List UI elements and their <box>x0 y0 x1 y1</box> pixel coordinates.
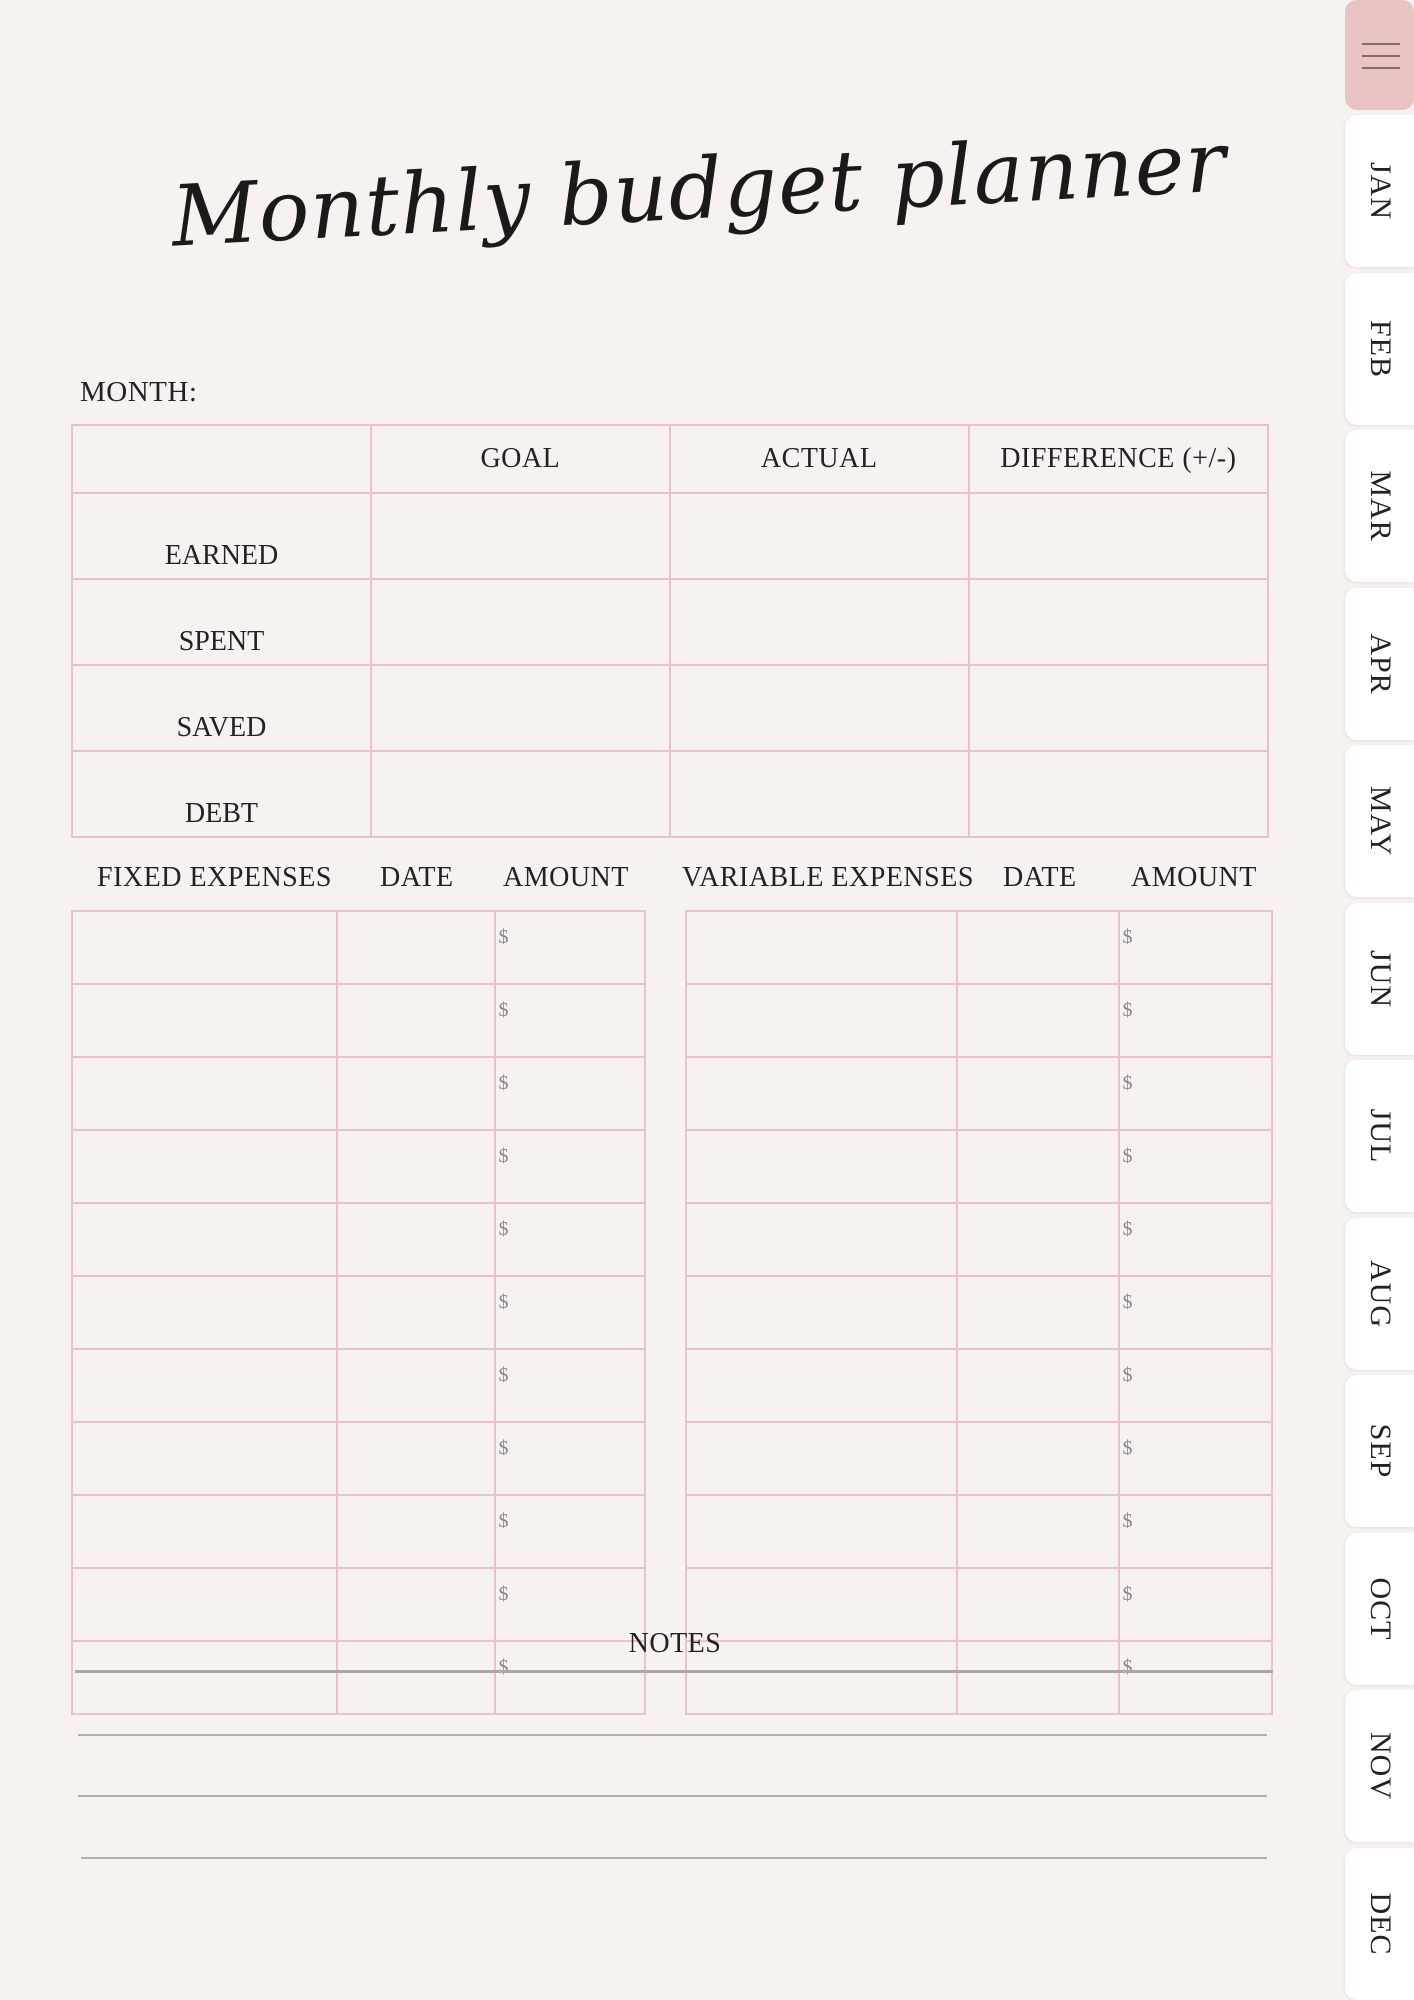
summary-cell[interactable] <box>371 665 670 751</box>
fixed-expense-amount-cell[interactable] <box>495 984 645 1057</box>
currency-symbol: $ <box>498 1364 509 1386</box>
fixed-expenses-table <box>71 910 646 1715</box>
currency-symbol: $ <box>1122 1656 1133 1678</box>
currency-symbol: $ <box>1122 1583 1133 1605</box>
variable-expense-date-cell[interactable] <box>957 984 1119 1057</box>
notes-header-line <box>75 1670 1273 1673</box>
hamburger-menu-icon <box>1362 55 1400 57</box>
variable-expense-amount-cell[interactable] <box>1119 1130 1272 1203</box>
currency-symbol: $ <box>498 1510 509 1532</box>
variable-expense-amount-cell[interactable] <box>1119 984 1272 1057</box>
menu-tab[interactable] <box>1345 0 1414 110</box>
fixed-expense-row <box>72 1057 645 1130</box>
fixed-expense-description-cell[interactable] <box>72 1203 337 1276</box>
fixed-expense-row <box>72 1495 645 1568</box>
summary-row-debt <box>72 751 1268 837</box>
currency-symbol: $ <box>498 1218 509 1240</box>
variable-expense-row <box>686 1495 1272 1568</box>
summary-cell[interactable] <box>969 665 1268 751</box>
variable-expense-amount-cell[interactable] <box>1119 1422 1272 1495</box>
month-tab-jan[interactable] <box>1345 115 1414 267</box>
month-tab-may[interactable] <box>1345 745 1414 897</box>
variable-expense-amount-cell[interactable] <box>1119 1057 1272 1130</box>
variable-expense-description-cell[interactable] <box>686 1203 957 1276</box>
fixed-expense-row <box>72 1349 645 1422</box>
variable-expense-row <box>686 1422 1272 1495</box>
month-tab-aug[interactable] <box>1345 1218 1414 1370</box>
summary-row-saved <box>72 665 1268 751</box>
hamburger-menu-icon <box>1362 67 1400 69</box>
variable-date-header: DATE <box>1003 862 1077 893</box>
variable-expense-description-cell[interactable] <box>686 1276 957 1349</box>
variable-expense-description-cell[interactable] <box>686 1130 957 1203</box>
variable-expense-date-cell[interactable] <box>957 911 1119 984</box>
notes-line[interactable] <box>78 1734 1267 1736</box>
variable-expense-row <box>686 1057 1272 1130</box>
summary-cell[interactable] <box>371 751 670 837</box>
summary-row-label: SAVED <box>72 665 371 751</box>
variable-expense-row <box>686 984 1272 1057</box>
page-title: Monthly budget planner <box>169 112 1229 266</box>
summary-row-spent <box>72 579 1268 665</box>
month-tab-label: SEP <box>1363 1423 1397 1479</box>
variable-expense-row <box>686 1130 1272 1203</box>
fixed-date-header: DATE <box>380 862 454 893</box>
fixed-expense-description-cell[interactable] <box>72 1057 337 1130</box>
summary-row-earned <box>72 493 1268 579</box>
variable-expense-date-cell[interactable] <box>957 1422 1119 1495</box>
fixed-expense-amount-cell[interactable] <box>495 1130 645 1203</box>
hamburger-menu-icon <box>1362 43 1400 45</box>
fixed-expense-row <box>72 1422 645 1495</box>
fixed-expense-row <box>72 1203 645 1276</box>
fixed-expense-amount-cell[interactable] <box>495 1422 645 1495</box>
summary-row-label: EARNED <box>72 493 371 579</box>
summary-cell[interactable] <box>670 493 969 579</box>
month-tab-sep[interactable] <box>1345 1375 1414 1527</box>
variable-expense-date-cell[interactable] <box>957 1057 1119 1130</box>
summary-cell[interactable] <box>969 751 1268 837</box>
month-tab-label: FEB <box>1363 319 1397 378</box>
fixed-expense-description-cell[interactable] <box>72 1276 337 1349</box>
month-tab-label: AUG <box>1363 1259 1397 1328</box>
variable-expense-row <box>686 911 1272 984</box>
month-tab-label: JUL <box>1363 1108 1397 1164</box>
currency-symbol: $ <box>498 1583 509 1605</box>
variable-expense-amount-cell[interactable] <box>1119 1495 1272 1568</box>
variable-expense-date-cell[interactable] <box>957 1130 1119 1203</box>
notes-label: NOTES <box>628 1628 722 1659</box>
month-tab-jul[interactable] <box>1345 1060 1414 1212</box>
fixed-expense-date-cell[interactable] <box>337 1130 495 1203</box>
currency-symbol: $ <box>1122 926 1133 948</box>
variable-expense-date-cell[interactable] <box>957 1276 1119 1349</box>
summary-cell[interactable] <box>670 579 969 665</box>
fixed-expense-row <box>72 1130 645 1203</box>
month-tab-label: MAY <box>1363 785 1397 857</box>
month-tab-label: OCT <box>1363 1577 1397 1640</box>
fixed-expense-date-cell[interactable] <box>337 911 495 984</box>
month-tab-oct[interactable] <box>1345 1533 1414 1685</box>
variable-expense-row <box>686 1349 1272 1422</box>
currency-symbol: $ <box>1122 1291 1133 1313</box>
variable-expense-amount-cell[interactable] <box>1119 1349 1272 1422</box>
month-tab-label: JUN <box>1363 949 1397 1008</box>
fixed-expense-row <box>72 984 645 1057</box>
currency-symbol: $ <box>498 1145 509 1167</box>
fixed-amount-header: AMOUNT <box>503 862 629 893</box>
month-tab-nov[interactable] <box>1345 1690 1414 1842</box>
currency-symbol: $ <box>1122 1510 1133 1532</box>
fixed-expense-description-cell[interactable] <box>72 1130 337 1203</box>
summary-header-goal: GOAL <box>371 425 670 493</box>
currency-symbol: $ <box>1122 1145 1133 1167</box>
currency-symbol: $ <box>498 1072 509 1094</box>
month-tab-label: MAR <box>1363 470 1397 542</box>
summary-cell[interactable] <box>969 493 1268 579</box>
summary-cell[interactable] <box>670 751 969 837</box>
fixed-expense-date-cell[interactable] <box>337 1422 495 1495</box>
fixed-expense-amount-cell[interactable] <box>495 1495 645 1568</box>
fixed-expense-row <box>72 1276 645 1349</box>
currency-symbol: $ <box>1122 1218 1133 1240</box>
variable-expense-date-cell[interactable] <box>957 1203 1119 1276</box>
variable-expense-date-cell[interactable] <box>957 1495 1119 1568</box>
month-label: MONTH: <box>80 376 198 408</box>
month-tab-apr[interactable] <box>1345 588 1414 740</box>
fixed-expense-amount-cell[interactable] <box>495 1057 645 1130</box>
variable-expense-description-cell[interactable] <box>686 1057 957 1130</box>
summary-header-difference: DIFFERENCE (+/-) <box>969 425 1268 493</box>
notes-line[interactable] <box>81 1857 1267 1859</box>
variable-expense-amount-cell[interactable] <box>1119 1203 1272 1276</box>
currency-symbol: $ <box>1122 1364 1133 1386</box>
month-tab-feb[interactable] <box>1345 273 1414 425</box>
summary-table <box>71 424 1269 838</box>
variable-expense-row <box>686 1276 1272 1349</box>
notes-line[interactable] <box>78 1795 1267 1797</box>
variable-expense-amount-cell[interactable] <box>1119 911 1272 984</box>
currency-symbol: $ <box>498 926 509 948</box>
variable-expense-description-cell[interactable] <box>686 984 957 1057</box>
fixed-expense-date-cell[interactable] <box>337 1203 495 1276</box>
currency-symbol: $ <box>498 1656 509 1678</box>
currency-symbol: $ <box>498 1291 509 1313</box>
fixed-expense-amount-cell[interactable] <box>495 1203 645 1276</box>
currency-symbol: $ <box>498 999 509 1021</box>
variable-expense-row <box>686 1203 1272 1276</box>
fixed-expense-date-cell[interactable] <box>337 1349 495 1422</box>
fixed-expense-amount-cell[interactable] <box>495 1276 645 1349</box>
month-tab-label: JAN <box>1363 161 1397 221</box>
summary-row-label: SPENT <box>72 579 371 665</box>
variable-expense-description-cell[interactable] <box>686 1422 957 1495</box>
fixed-expenses-title: FIXED EXPENSES <box>97 862 332 893</box>
month-tab-label: NOV <box>1363 1732 1397 1800</box>
month-tab-dec[interactable] <box>1345 1848 1414 2000</box>
summary-corner-cell <box>72 425 371 493</box>
variable-expense-description-cell[interactable] <box>686 1495 957 1568</box>
variable-expenses-title: VARIABLE EXPENSES <box>682 862 974 893</box>
variable-expense-description-cell[interactable] <box>686 911 957 984</box>
fixed-expense-description-cell[interactable] <box>72 1349 337 1422</box>
fixed-expense-amount-cell[interactable] <box>495 1349 645 1422</box>
variable-expense-date-cell[interactable] <box>957 1349 1119 1422</box>
month-tabs-sidebar <box>1343 0 1414 2000</box>
summary-cell[interactable] <box>371 579 670 665</box>
summary-cell[interactable] <box>969 579 1268 665</box>
fixed-expense-description-cell[interactable] <box>72 1495 337 1568</box>
month-tab-label: APR <box>1363 632 1397 695</box>
fixed-expense-date-cell[interactable] <box>337 984 495 1057</box>
fixed-expense-description-cell[interactable] <box>72 1422 337 1495</box>
currency-symbol: $ <box>1122 1437 1133 1459</box>
month-tab-jun[interactable] <box>1345 903 1414 1055</box>
summary-cell[interactable] <box>371 493 670 579</box>
currency-symbol: $ <box>1122 999 1133 1021</box>
month-tab-mar[interactable] <box>1345 430 1414 582</box>
variable-expense-amount-cell[interactable] <box>1119 1276 1272 1349</box>
fixed-expense-date-cell[interactable] <box>337 1276 495 1349</box>
summary-header-actual: ACTUAL <box>670 425 969 493</box>
currency-symbol: $ <box>498 1437 509 1459</box>
currency-symbol: $ <box>1122 1072 1133 1094</box>
variable-expense-description-cell[interactable] <box>686 1349 957 1422</box>
fixed-expense-description-cell[interactable] <box>72 911 337 984</box>
variable-expenses-table <box>685 910 1273 1715</box>
month-tab-label: DEC <box>1363 1892 1397 1955</box>
summary-row-label: DEBT <box>72 751 371 837</box>
summary-header-row <box>72 425 1268 493</box>
fixed-expense-description-cell[interactable] <box>72 984 337 1057</box>
fixed-expense-date-cell[interactable] <box>337 1057 495 1130</box>
fixed-expense-row <box>72 911 645 984</box>
variable-amount-header: AMOUNT <box>1131 862 1257 893</box>
fixed-expense-amount-cell[interactable] <box>495 911 645 984</box>
summary-cell[interactable] <box>670 665 969 751</box>
fixed-expense-date-cell[interactable] <box>337 1495 495 1568</box>
